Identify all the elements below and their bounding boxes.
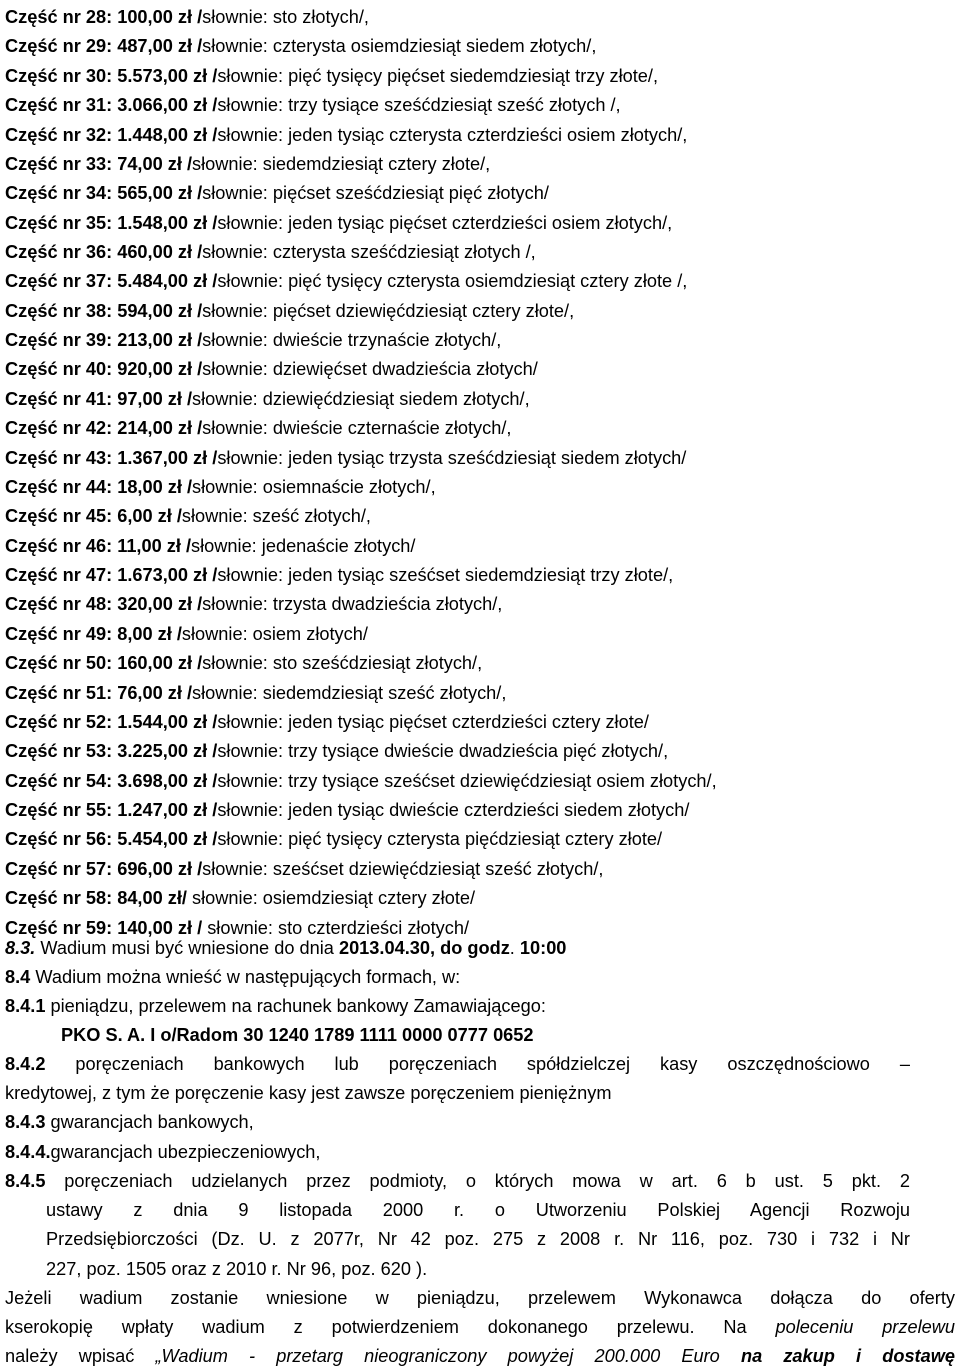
list-item <box>5 620 368 649</box>
part-amount-in-words: słownie: dziewięćdziesiąt siedem złotych/, <box>192 388 530 409</box>
bank-account: PKO S. A. I o/Radom 30 1240 1789 1111 0000 0777 0652 <box>61 1025 534 1045</box>
part-label: Część nr 43: 1.367,00 zł / <box>5 447 218 468</box>
part-amount-in-words: słownie: sześćset dziewięćdziesiąt sześć złotych/, <box>202 858 604 879</box>
closing-line3 <box>5 1342 955 1371</box>
part-label: Część nr 51: 76,00 zł / <box>5 682 193 703</box>
part-amount-in-words: słownie: czterysta sześćdziesiąt złotych /, <box>202 242 536 262</box>
part-amount-in-words: słownie: sto sześćdziesiąt złotych/, <box>202 653 483 674</box>
part-label: Część nr 36: 460,00 zł / <box>5 242 203 262</box>
list-item <box>5 855 603 884</box>
part-amount-in-words: słownie: siedemdziesiąt sześć złotych/, <box>192 682 507 703</box>
list-item <box>5 297 574 326</box>
section-8-4-5-line2: ustawy z dnia 9 listopada 2000 r. o Utworzeniu Polskiej Agencji Rozwoju <box>46 1200 910 1220</box>
part-amount-in-words: słownie: trzy tysiące sześćdziesiąt sześć złotych /, <box>217 95 621 116</box>
part-amount-in-words: słownie: jedenaście złotych/ <box>191 535 416 556</box>
part-amount-in-words: słownie: trzy tysiące dwieście dwadzieścia pięć złotych/, <box>217 741 669 762</box>
part-label: Część nr 56: 5.454,00 zł / <box>5 829 218 850</box>
part-label: Część nr 32: 1.448,00 zł / <box>5 124 218 145</box>
part-amount-in-words: słownie: jeden tysiąc pięćset czterdzieści cztery złote/ <box>217 711 649 732</box>
section-8-4-5-line4: 227, poz. 1505 oraz z 2010 r. Nr 96, poz. 620 ). <box>46 1259 428 1279</box>
section-text: gwarancjach bankowych, <box>45 1112 254 1132</box>
section-text: gwarancjach ubezpieczeniowych, <box>50 1142 321 1162</box>
part-label: Część nr 44: 18,00 zł / <box>5 476 193 497</box>
list-item <box>5 121 687 150</box>
part-label: Część nr 34: 565,00 zł / <box>5 183 203 204</box>
section-8-3 <box>5 934 566 963</box>
part-label: Część nr 47: 1.673,00 zł / <box>5 565 218 585</box>
section-number: 8.4.3 <box>5 1112 46 1132</box>
part-label: Część nr 38: 594,00 zł / <box>5 300 203 321</box>
section-number: 8.4.2 <box>5 1054 46 1074</box>
list-item <box>5 3 369 32</box>
part-amount-in-words: słownie: jeden tysiąc dwieście czterdzieści siedem złotych/ <box>217 800 690 820</box>
part-amount-in-words: słownie: sto złotych/, <box>202 7 369 27</box>
part-amount-in-words: słownie: jeden tysiąc trzysta sześćdziesiąt siedem złotych/ <box>217 447 687 468</box>
list-item <box>5 737 668 766</box>
section-text: do godz <box>435 938 510 958</box>
part-amount-in-words: słownie: jeden tysiąc pięćset czterdzieści osiem złotych/, <box>217 212 673 233</box>
list-item <box>5 679 506 708</box>
part-amount-in-words: słownie: dziewięćset dwadzieścia złotych/ <box>202 359 538 380</box>
part-label: Część nr 54: 3.698,00 zł / <box>5 770 218 791</box>
list-item <box>5 532 415 561</box>
closing-line2 <box>5 1313 955 1342</box>
part-label: Część nr 48: 320,00 zł / <box>5 594 203 615</box>
part-amount-in-words: słownie: jeden tysiąc czterysta czterdzieści osiem złotych/, <box>217 124 688 145</box>
part-amount-in-words: słownie: pięćset sześćdziesiąt pięć złotych/ <box>202 183 549 204</box>
closing-italic: poleceniu przelewu <box>775 1317 955 1337</box>
closing-bold-italic: na zakup i dostawę <box>740 1346 955 1366</box>
part-label: Część nr 57: 696,00 zł / <box>5 858 203 879</box>
list-item <box>5 32 596 61</box>
section-text: . <box>509 938 520 958</box>
part-amount-in-words: słownie: dwieście czternaście złotych/, <box>202 418 512 439</box>
list-item <box>5 649 482 678</box>
list-item <box>5 590 502 619</box>
part-amount-in-words: słownie: jeden tysiąc sześćset siedemdziesiąt trzy złote/, <box>217 565 674 585</box>
closing-line1: Jeżeli wadium zostanie wniesione w pieniądzu, przelewem Wykonawca dołącza do oferty <box>5 1288 955 1308</box>
section-8-4-4 <box>5 1138 320 1167</box>
list-item <box>5 355 538 384</box>
section-text: poręczeniach udzielanych przez podmioty, o których mowa w art. 6 b ust. 5 pkt. 2 <box>45 1171 910 1191</box>
list-item <box>5 150 490 179</box>
part-amount-in-words: słownie: sześć złotych/, <box>181 506 371 527</box>
list-item <box>5 767 717 796</box>
part-label: Część nr 40: 920,00 zł / <box>5 359 203 380</box>
list-item <box>5 473 436 502</box>
part-label: Część nr 42: 214,00 zł / <box>5 418 203 439</box>
list-item <box>5 444 686 473</box>
section-number: 8.4 <box>5 967 31 987</box>
section-8-4-3 <box>5 1108 254 1137</box>
section-text: Wadium można wnieść w następujących formach, w: <box>30 967 461 987</box>
part-label: Część nr 31: 3.066,00 zł / <box>5 95 218 116</box>
section-text: pieniądzu, przelewem na rachunek bankowy Zamawiającego: <box>45 996 546 1016</box>
part-amount-in-words: słownie: osiem złotych/ <box>181 623 368 644</box>
closing-text: należy wpisać <box>5 1346 156 1366</box>
section-8-4 <box>5 963 460 992</box>
section-text: Wadium musi być wniesione do dnia <box>35 938 339 958</box>
list-item <box>5 179 549 208</box>
part-label: Część nr 35: 1.548,00 zł / <box>5 212 218 233</box>
part-label: Część nr 50: 160,00 zł / <box>5 653 203 674</box>
section-8-4-5-line1 <box>5 1167 910 1196</box>
list-item <box>5 414 511 443</box>
list-item <box>5 91 621 120</box>
section-text: poręczeniach bankowych lub poręczeniach spółdzielczej kasy oszczędnościowo – <box>45 1054 910 1074</box>
deadline-time: 10:00 <box>519 938 567 958</box>
section-8-4-2-line2: kredytowej, z tym że poręczenie kasy jest zawsze poręczeniem pieniężnym <box>5 1083 612 1103</box>
part-amount-in-words: słownie: pięć tysięcy czterysta osiemdziesiąt cztery złote /, <box>217 271 688 292</box>
deadline-date: 2013.04.30, <box>338 938 436 958</box>
list-item <box>5 796 689 825</box>
list-item <box>5 884 475 913</box>
section-number: 8.4.5 <box>5 1171 46 1191</box>
part-amount-in-words: słownie: osiemnaście złotych/, <box>192 476 436 497</box>
part-amount-in-words: słownie: trzysta dwadzieścia złotych/, <box>202 594 503 615</box>
part-label: Część nr 28: 100,00 zł / <box>5 7 203 27</box>
section-number: 8.4.1 <box>5 996 46 1016</box>
part-amount-in-words: słownie: sto czterdzieści złotych/ <box>202 917 470 938</box>
part-amount-in-words: słownie: osiemdziesiąt cztery złote/ <box>186 888 476 909</box>
closing-italic: „Wadium - przetarg nieograniczony powyżej 200.000 Euro <box>155 1346 741 1366</box>
closing-text: kserokopię wpłaty wadium z potwierdzeniem dokonanego przelewu. Na <box>5 1317 776 1337</box>
part-label: Część nr 53: 3.225,00 zł / <box>5 741 218 762</box>
part-label: Część nr 55: 1.247,00 zł / <box>5 800 218 820</box>
part-label: Część nr 29: 487,00 zł / <box>5 36 203 57</box>
part-amount-in-words: słownie: pięć tysięcy czterysta pięćdziesiąt cztery złote/ <box>217 829 663 850</box>
list-item <box>5 385 530 414</box>
part-amount-in-words: słownie: pięćset dziewięćdziesiąt cztery złote/, <box>202 300 575 321</box>
list-item <box>5 62 658 91</box>
part-amount-in-words: słownie: dwieście trzynaście złotych/, <box>202 330 502 351</box>
part-amount-in-words: słownie: trzy tysiące sześćset dziewięćdziesiąt osiem złotych/, <box>217 770 717 791</box>
part-label: Część nr 39: 213,00 zł / <box>5 330 203 351</box>
part-amount-in-words: słownie: pięć tysięcy pięćset siedemdziesiąt trzy złote/, <box>217 65 659 86</box>
list-item <box>5 708 649 737</box>
part-amount-in-words: słownie: czterysta osiemdziesiąt siedem złotych/, <box>202 36 597 57</box>
list-item <box>5 267 687 296</box>
part-label: Część nr 45: 6,00 zł / <box>5 506 182 527</box>
part-label: Część nr 59: 140,00 zł / <box>5 917 203 938</box>
part-label: Część nr 52: 1.544,00 zł / <box>5 711 218 732</box>
list-item <box>5 326 501 355</box>
part-label: Część nr 58: 84,00 zł/ <box>5 888 187 909</box>
part-label: Część nr 49: 8,00 zł / <box>5 623 182 644</box>
part-label: Część nr 30: 5.573,00 zł / <box>5 65 218 86</box>
section-8-4-1 <box>5 992 546 1021</box>
section-number: 8.3. <box>5 938 36 958</box>
list-item <box>5 561 673 590</box>
part-label: Część nr 37: 5.484,00 zł / <box>5 271 218 292</box>
list-item <box>5 825 662 854</box>
list-item <box>5 209 672 238</box>
part-label: Część nr 33: 74,00 zł / <box>5 153 193 174</box>
list-item <box>5 502 371 531</box>
section-8-4-5-line3: Przedsiębiorczości (Dz. U. z 2077r, Nr 42 poz. 275 z 2008 r. Nr 116, poz. 730 i 732 i Nr <box>46 1229 910 1249</box>
list-item <box>5 238 536 267</box>
part-label: Część nr 46: 11,00 zł / <box>5 535 192 556</box>
part-amount-in-words: słownie: siedemdziesiąt cztery złote/, <box>192 153 491 174</box>
part-label: Część nr 41: 97,00 zł / <box>5 388 193 409</box>
section-number: 8.4.4. <box>5 1142 51 1162</box>
section-8-4-2-line1 <box>5 1050 910 1079</box>
